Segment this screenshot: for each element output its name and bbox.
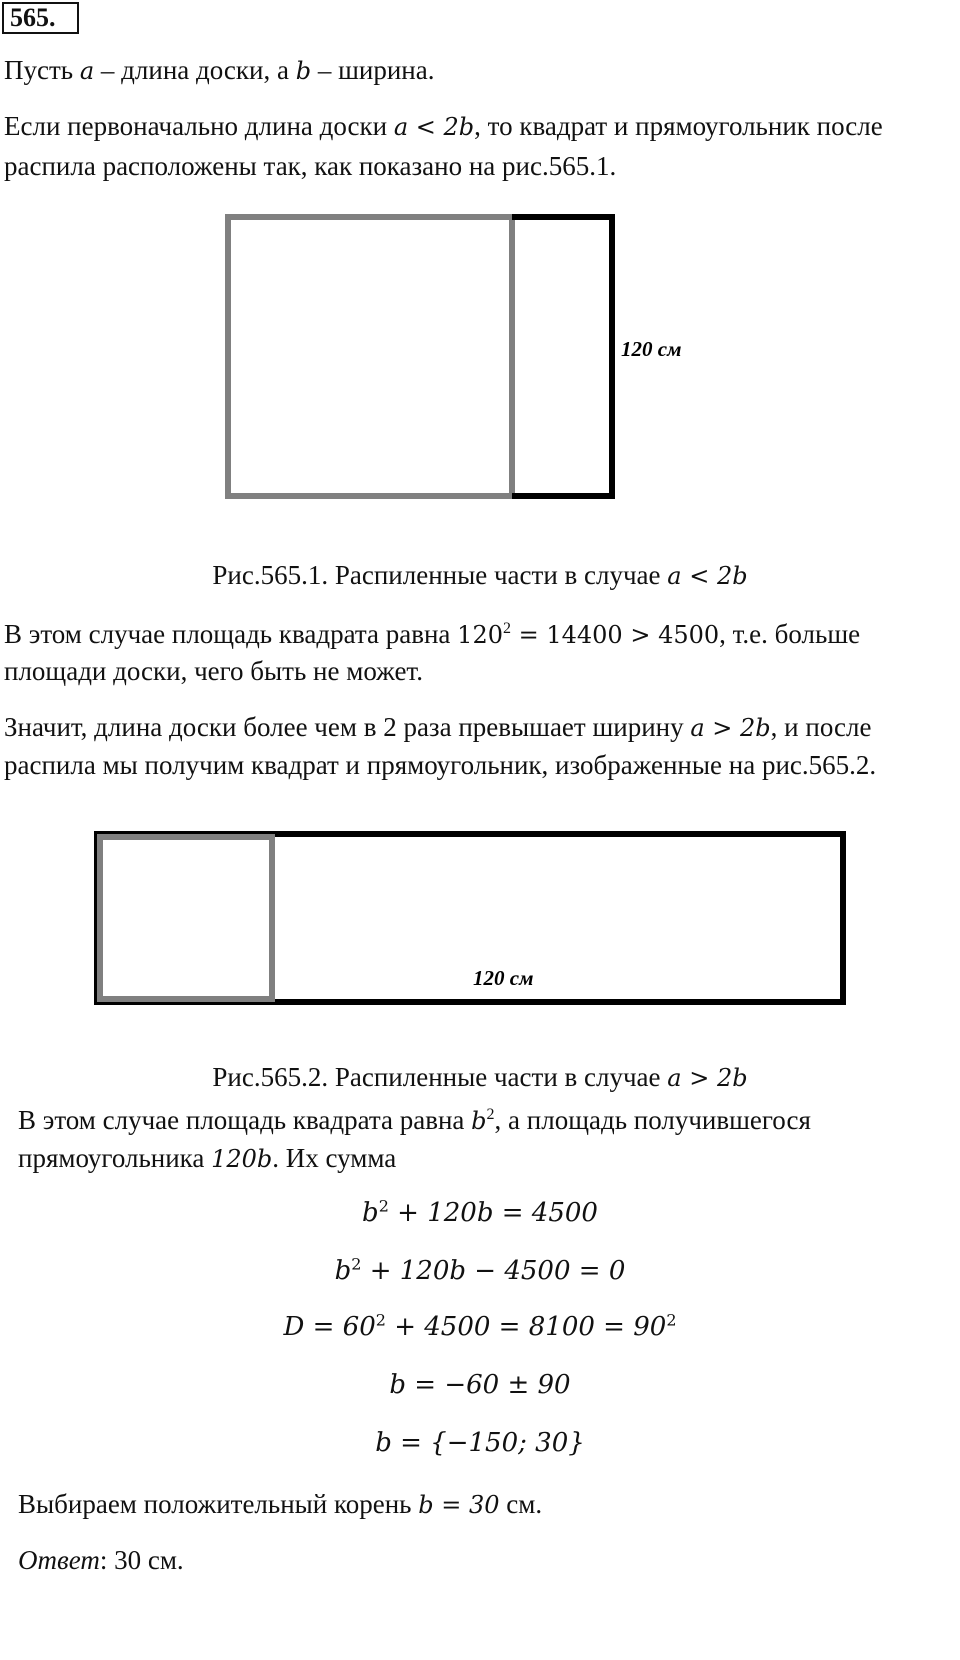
problem-number: 565. bbox=[2, 2, 79, 34]
fig2-caption-text: Рис.565.2. Распиленные части в случае bbox=[212, 1062, 668, 1092]
eq3-exp-2: 2 bbox=[666, 1310, 677, 1330]
eq3-part-b: + 4500 = 8100 = 90 bbox=[385, 1312, 667, 1342]
equation-3 bbox=[0, 1312, 960, 1342]
area2-math-exp: 2 bbox=[486, 1106, 495, 1123]
fig2-caption bbox=[0, 1062, 960, 1093]
eq4-text: b = −60 ± 90 bbox=[389, 1370, 571, 1400]
var-b: b bbox=[295, 57, 312, 85]
eq3-part-a: D = 60 bbox=[283, 1312, 376, 1342]
area1-math-exp: 2 bbox=[502, 620, 511, 637]
area1-line2: площади доски, чего быть не может. bbox=[4, 656, 423, 686]
area1-math-base: 120 bbox=[457, 621, 503, 649]
eq5-text: b = {−150; 30} bbox=[375, 1428, 585, 1458]
eq1-rest: + 120b = 4500 bbox=[388, 1198, 598, 1228]
area1-text-end: , т.е. больше bbox=[719, 619, 861, 649]
case2-text-start: Значит, длина доски более чем в 2 раза превышает ширину bbox=[4, 712, 691, 742]
intro-text-3: – ширина. bbox=[311, 55, 435, 85]
case2-condition: a > 2b bbox=[690, 714, 771, 742]
area2-line1 bbox=[18, 1100, 811, 1141]
intro-text-1: Пусть bbox=[4, 55, 80, 85]
intro-text-2: – длина доски, а bbox=[94, 55, 296, 85]
equation-1 bbox=[0, 1198, 960, 1228]
fig2-caption-math: a > 2b bbox=[667, 1064, 748, 1092]
figure-565-2 bbox=[97, 834, 843, 1002]
fig1-caption bbox=[0, 560, 960, 591]
conclusion bbox=[18, 1484, 542, 1525]
fig2-square bbox=[100, 837, 272, 999]
conclusion-text-start: Выбираем положительный корень bbox=[18, 1489, 419, 1519]
eq1-b: b bbox=[362, 1198, 379, 1228]
var-a: a bbox=[79, 57, 95, 85]
area1-line1 bbox=[4, 614, 860, 655]
area2-text-start: В этом случае площадь квадрата равна bbox=[18, 1105, 472, 1135]
eq2-b: b bbox=[334, 1256, 352, 1286]
area1-text-start: В этом случае площадь квадрата равна bbox=[4, 619, 458, 649]
fig2-label: 120 см bbox=[473, 966, 534, 990]
area2-math-120b: 120b bbox=[211, 1145, 273, 1173]
fig1-square bbox=[228, 217, 512, 496]
conclusion-math: b = 30 bbox=[418, 1491, 500, 1519]
fig1-rectangle bbox=[512, 217, 612, 496]
case2-line1 bbox=[4, 707, 871, 748]
area2-text-2-end: . Их сумма bbox=[272, 1143, 397, 1173]
case2-line2: распила мы получим квадрат и прямоугольник, изображенные на рис.565.2. bbox=[4, 750, 877, 780]
equation-4 bbox=[0, 1370, 960, 1400]
answer bbox=[18, 1540, 184, 1580]
conclusion-text-end: см. bbox=[499, 1489, 543, 1519]
area1-math-rest: = 14400 > 4500 bbox=[510, 621, 720, 649]
fig2-rectangle bbox=[97, 834, 843, 1002]
area2-line2 bbox=[18, 1138, 396, 1179]
answer-label: Ответ bbox=[18, 1545, 100, 1575]
case1-line2: распила расположены так, как показано на рис.565.1. bbox=[4, 151, 617, 181]
fig1-caption-text: Рис.565.1. Распиленные части в случае bbox=[212, 560, 668, 590]
equation-2 bbox=[0, 1256, 960, 1286]
eq3-exp-1: 2 bbox=[375, 1310, 386, 1330]
equation-5 bbox=[0, 1428, 960, 1458]
area2-text-2-start: прямоугольника bbox=[18, 1143, 212, 1173]
case1-condition: a < 2b bbox=[393, 113, 475, 141]
eq1-exp: 2 bbox=[378, 1196, 389, 1216]
case2-text-end: , и после bbox=[770, 712, 872, 742]
case1-text-end: , то квадрат и прямоугольник после bbox=[474, 111, 883, 141]
case1-text-start: Если первоначально длина доски bbox=[4, 111, 394, 141]
fig1-caption-math: a < 2b bbox=[667, 562, 748, 590]
figure-565-1 bbox=[228, 217, 681, 496]
area2-math-b: b bbox=[471, 1107, 487, 1135]
answer-value: : 30 см. bbox=[99, 1545, 184, 1575]
eq2-rest: + 120b − 4500 = 0 bbox=[361, 1256, 626, 1286]
fig1-label: 120 см bbox=[621, 337, 682, 361]
area2-text-end: , а площадь получившегося bbox=[494, 1105, 811, 1135]
eq2-exp: 2 bbox=[351, 1254, 362, 1274]
